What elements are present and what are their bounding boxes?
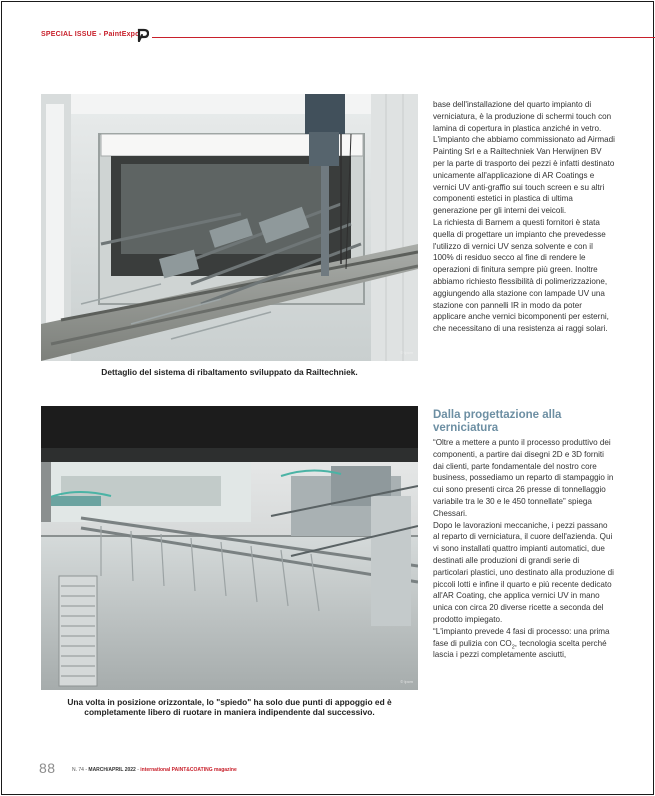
page-number: 88 — [39, 760, 56, 776]
photo-tilting-system — [41, 94, 418, 361]
body-paragraph: Dopo le lavorazioni meccaniche, i pezzi passano al reparto di verniciatura, il cuore dell'azienda. Qui vi sono installati quattro impianti automatici, due destinati alle produzioni di grandi serie di particolari plastici, uno destinato alla produzione di piccoli lotti e infine il quarto e più recente dedicato all'AR Coating, che applica vernici UV in mano unica con circa 20 diverse ricette a seconda del prodotto impiegato. — [433, 520, 614, 624]
body-paragraph: “Oltre a mettere a punto il processo produttivo dei componenti, a partire dai disegni 2D e 3D forniti dai clienti, parte fondamentale del nostro core business, possediamo un reparto di stampaggio in cui sono presenti circa 26 presse di tonnellaggio variabile tra le 30 e le 450 tonnellate” spiega Chessari. — [433, 438, 614, 518]
header-rule — [152, 37, 655, 38]
photo-horizontal-spit — [41, 406, 418, 690]
photo-caption: Dettaglio del sistema di ribaltamento sviluppato da Railtechniek. — [101, 367, 358, 377]
body-paragraph: La richiesta di Barnem a questi fornitori è stata quella di progettare un impianto che prevedesse l'utilizzo di vernici UV senza solvente e con il 100% di residuo secco al fine di rendere le operazioni di finitura sempre più green. Inoltre abbiamo richiesto flessibilità di polimerizzazione, aggiungendo alla stazione con lampade UV una stazione con pannelli IR in modo da poter applicare anche vernici bicomponenti per esterni, che necessitano di una resistenza ai raggi solari. — [433, 217, 609, 334]
section-label: SPECIAL ISSUE - PaintExpo — [41, 31, 140, 38]
photo-credit: © Ipcm — [400, 679, 413, 684]
footer-separator: - — [135, 767, 141, 773]
body-paragraph — [433, 626, 615, 661]
issue-date: MARCH/APRIL 2022 — [88, 767, 136, 773]
body-column-top — [433, 99, 615, 335]
photo-credit: © Ipcm — [400, 350, 413, 355]
subscript: 2 — [511, 644, 515, 651]
paintexpo-logo-icon — [137, 28, 149, 42]
body-column-bottom — [433, 437, 615, 661]
body-paragraph: base dell'installazione del quarto impianto di verniciatura, è la produzione di schermi touch con lamina di copertura in plastica anziché in vetro. L'impianto che abbiamo commissionato ad Airmadi Painting Srl e a Railtechniek Van Herwijnen BV per la parte di trasporto dei pezzi è infatti destinato unicamente all'applicazione di AR Coatings e vernici UV anti-graffio sui touch screen e su altri componenti estetici in plastica di ultima generazione per gli interni dei veicoli. — [433, 100, 615, 216]
caption-line: completamente libero di ruotare in maniera indipendente dal successivo. — [84, 707, 375, 717]
paragraph-text: “L'impianto prevede 4 fasi di processo: una prima fase di pulizia con CO — [433, 626, 610, 648]
section-heading: Dalla progettazione alla verniciatura — [433, 409, 562, 434]
issue-prefix: N. 74 - — [72, 767, 89, 773]
photo-caption — [41, 697, 418, 717]
paragraph-text: , tecnologia scelta perché lascia i pezzi completamente asciutti, — [433, 638, 607, 660]
footer-line — [72, 767, 237, 773]
magazine-name: international PAINT&COATING magazine — [140, 767, 237, 773]
caption-line: Una volta in posizione orizzontale, lo "spiedo" ha solo due punti di appoggio ed è — [67, 697, 392, 707]
